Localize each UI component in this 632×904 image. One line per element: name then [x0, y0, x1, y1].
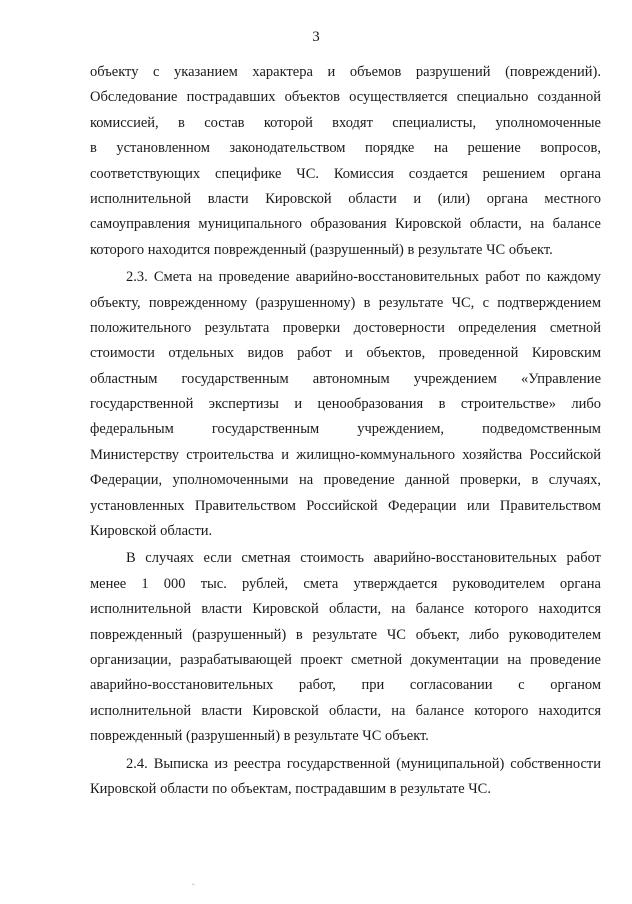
text-line: объекту с указанием характера и объемов разрушений (повреждений).: [90, 64, 601, 80]
text-line: федеральным государственным учреждением, подведомственным: [90, 421, 601, 438]
text-line: исполнительной власти Кировской области, на балансе которого находится: [90, 702, 601, 719]
text-line: областным государственным автономным учреждением «Управление: [90, 370, 601, 387]
text-line: положительного результата проверки достоверности определения сметной: [90, 319, 601, 336]
text-line: исполнительной власти Кировской области, на балансе которого находится: [90, 601, 601, 618]
text-line: поврежденный (разрушенный) в результате ЧС объект.: [90, 728, 429, 745]
text-line: стоимости отдельных видов работ и объектов, проведенной Кировским: [90, 345, 601, 362]
text-line: в установленном законодательством порядке на решение вопросов,: [90, 140, 601, 157]
paragraph-estimate-approval: [90, 546, 601, 749]
text-line: менее 1 000 тыс. рублей, смета утверждается руководителем органа: [90, 575, 601, 592]
text-line: комиссией, в состав которой входят специалисты, уполномоченные: [90, 114, 601, 131]
text-line: 2.3. Смета на проведение аварийно-восстановительных работ по каждому: [126, 269, 601, 286]
text-line: Обследование пострадавших объектов осуществляется специально созданной: [90, 89, 601, 106]
text-line: поврежденный (разрушенный) в результате ЧС объект, либо руководителем: [90, 626, 601, 643]
text-line: которого находится поврежденный (разрушенный) в результате ЧС объект.: [90, 241, 553, 258]
paragraph-damage-survey: [90, 60, 601, 263]
text-line: Федерации, уполномоченными на проведение данной проверки, в случаях,: [90, 472, 601, 489]
text-line: 2.4. Выписка из реестра государственной (муниципальной) собственности: [126, 755, 601, 772]
text-line: установленных Правительством Российской Федерации или Правительством: [90, 497, 601, 514]
text-line: самоуправления муниципального образования Кировской области, на балансе: [90, 216, 601, 233]
text-line: Министерству строительства и жилищно-коммунального хозяйства Российской: [90, 446, 601, 463]
page-number: 3: [312, 29, 320, 45]
text-line: В случаях если сметная стоимость аварийно-восстановительных работ: [126, 550, 601, 567]
document-body: [90, 60, 601, 802]
text-line: Кировской области по объектам, пострадавшим в результате ЧС.: [90, 780, 491, 797]
text-line: объекту, поврежденному (разрушенному) в результате ЧС, с подтверждением: [90, 294, 601, 311]
text-line: аварийно-восстановительных работ, при согласовании с органом: [90, 677, 601, 694]
paragraph-2-4-registry-extract: [90, 752, 601, 803]
text-line: организации, разрабатывающей проект сметной документации на проведение: [90, 651, 601, 668]
scan-artifact-mark: ꞈ: [192, 876, 195, 885]
text-line: государственной экспертизы и ценообразования в строительстве» либо: [90, 396, 601, 413]
text-line: Кировской области.: [90, 523, 213, 540]
paragraph-2-3-estimate: [90, 265, 601, 544]
text-line: исполнительной власти Кировской области и (или) органа местного: [90, 190, 601, 207]
text-line: соответствующих специфике ЧС. Комиссия создается решением органа: [90, 165, 601, 182]
